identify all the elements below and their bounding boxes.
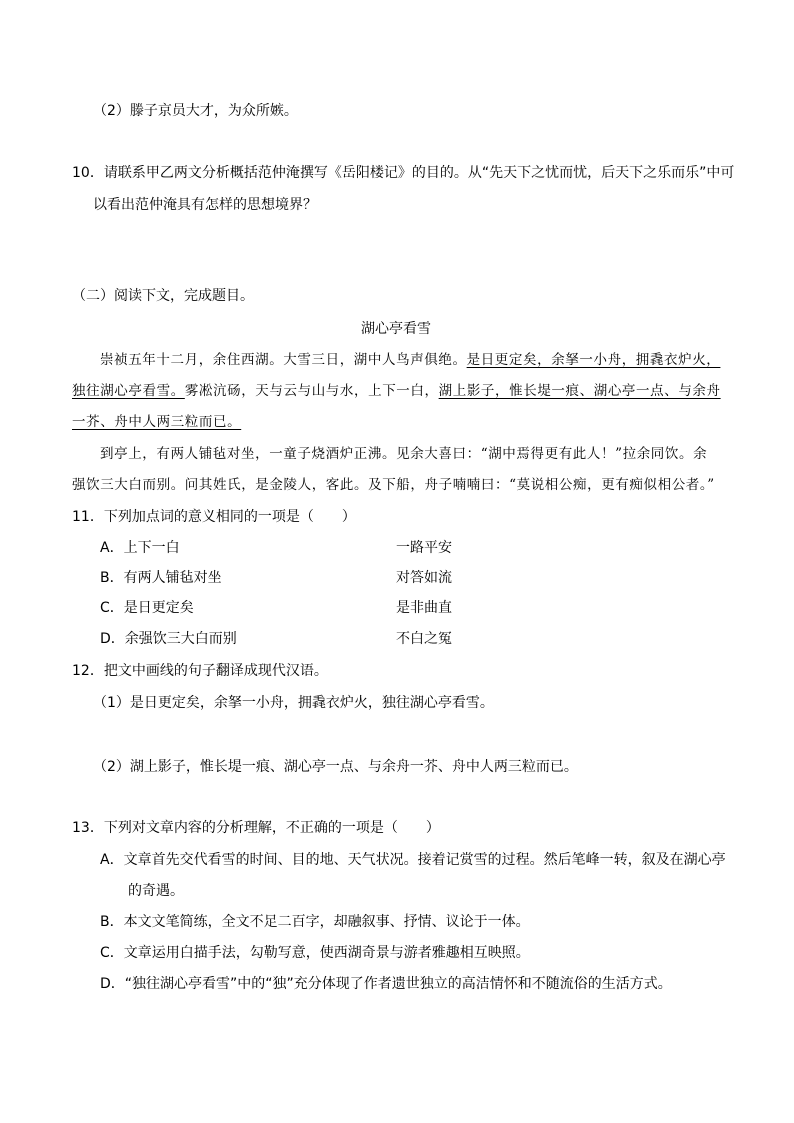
option-right: 是非曲直 <box>396 600 452 616</box>
q9-sub2: （2）滕子京员大才，为众所嫉。 <box>93 103 298 119</box>
q12-sentence-2: （2）湖上影子，惟长堤一痕、湖心亭一点、与余舟一芥、舟中人两三粒而已。 <box>93 759 578 775</box>
q13-option-b: B．本文文笔简练，全文不足二百字，却融叙事、抒情、议论于一体。 <box>100 914 530 930</box>
underlined-sentence-1-end: 独往湖心亭看雪。 <box>72 383 185 399</box>
q12-stem: 12．把文中画线的句子翻译成现代汉语。 <box>72 663 328 679</box>
q11-option-b <box>100 569 700 587</box>
option-left: B．有两人铺毡对坐 <box>100 570 222 586</box>
passage-title: 湖心亭看雪 <box>361 321 431 337</box>
q11-option-c <box>100 599 700 617</box>
passage-p2-line1: 到亭上，有两人铺毡对坐，一童子烧酒炉正沸。见余大喜曰：“湖中焉得更有此人！”拉余同饮。余 <box>100 446 708 462</box>
option-left: D．余强饮三大白而别 <box>100 631 237 647</box>
passage-p1-line1 <box>100 351 720 369</box>
option-left: C．是日更定矣 <box>100 600 194 616</box>
underlined-sentence-1: 是日更定矣，余拏一小舟，拥毳衣炉火， <box>466 352 721 368</box>
passage-p2-line2: 强饮三大白而别。问其姓氏，是金陵人，客此。及下船，舟子喃喃曰：“莫说相公痴，更有痴似相公者。” <box>72 477 715 493</box>
option-left: A．上下一白 <box>100 540 180 556</box>
q10-line1: 10．请联系甲乙两文分析概括范仲淹撰写《岳阳楼记》的目的。从“先天下之忧而忧，后天下之乐而乐”中可 <box>72 165 735 181</box>
q11-option-a <box>100 539 700 557</box>
passage-text: 崇祯五年十二月，余住西湖。大雪三日，湖中人鸟声俱绝。 <box>100 352 467 368</box>
q10-line2: 以看出范仲淹具有怎样的思想境界？ <box>93 197 317 213</box>
q13-option-a-line1: A．文章首先交代看雪的时间、目的地、天气状况。接着记赏雪的过程。然后笔峰一转，叙及在湖心亭 <box>100 852 726 868</box>
q13-option-d: D．“独往湖心亭看雪”中的“独”充分体现了作者遗世独立的高洁情怀和不随流俗的生活方式。 <box>100 976 672 992</box>
q13-stem: 13．下列对文章内容的分析理解，不正确的一项是（ ） <box>72 820 440 836</box>
passage-text: 雾凇沆砀，天与云与山与水，上下一白， <box>184 383 439 399</box>
q13-option-a-line2: 的奇遇。 <box>128 883 184 899</box>
underlined-sentence-2: 湖上影子，惟长堤一痕、湖心亭一点、与余舟 <box>438 383 721 399</box>
option-right: 不白之冤 <box>396 631 452 647</box>
underlined-sentence-2-end: 一芥、舟中人两三粒而已。 <box>72 414 242 430</box>
section2-heading: （二）阅读下文，完成题目。 <box>72 288 254 304</box>
q11-option-d <box>100 630 700 648</box>
q11-stem: 11．下列加点词的意义相同的一项是（ ） <box>72 509 356 525</box>
passage-p1-line2 <box>72 382 721 400</box>
option-right: 对答如流 <box>396 570 452 586</box>
option-right: 一路平安 <box>396 540 452 556</box>
passage-p1-line3 <box>72 413 241 431</box>
q12-sentence-1: （1）是日更定矣，余拏一小舟，拥毳衣炉火，独往湖心亭看雪。 <box>93 695 494 711</box>
q13-option-c: C．文章运用白描手法，勾勒写意，使西湖奇景与游者雅趣相互映照。 <box>100 945 530 961</box>
